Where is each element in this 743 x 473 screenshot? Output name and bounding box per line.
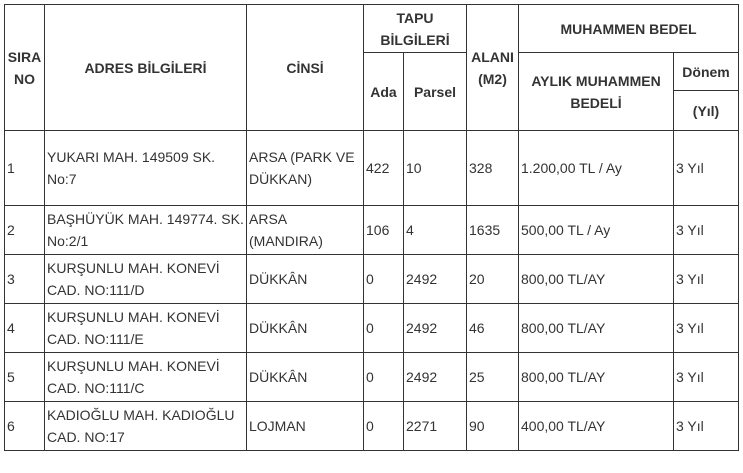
cell-cinsi: DÜKKÂN: [247, 353, 364, 402]
cell-ada: 106: [364, 206, 404, 255]
header-cinsi: CİNSİ: [247, 5, 364, 131]
cell-adres: YUKARI MAH. 149509 SK. No:7: [45, 131, 247, 206]
cell-donem: 3 Yıl: [674, 206, 739, 255]
header-adres: ADRES BİLGİLERİ: [45, 5, 247, 131]
header-alani: ALANI (M2): [467, 5, 519, 131]
table-row: [5, 131, 739, 206]
header-aylik-bedel: AYLIK MUHAMMEN BEDELİ: [519, 53, 674, 131]
table-row: [5, 206, 739, 255]
cell-bedel: 800,00 TL/AY: [519, 353, 674, 402]
cell-adres: BAŞHÜYÜK MAH. 149774. SK. No:2/1: [45, 206, 247, 255]
header-donem: Dönem: [674, 53, 739, 91]
cell-parsel: 2271: [404, 402, 467, 451]
table-row: [5, 255, 739, 304]
cell-no: 3: [5, 255, 45, 304]
header-tapu: TAPU BİLGİLERİ: [364, 5, 467, 53]
cell-bedel: 1.200,00 TL / Ay: [519, 131, 674, 206]
cell-donem: 3 Yıl: [674, 353, 739, 402]
cell-cinsi: DÜKKÂN: [247, 255, 364, 304]
cell-donem: 3 Yıl: [674, 304, 739, 353]
property-table: [4, 4, 739, 451]
cell-parsel: 10: [404, 131, 467, 206]
cell-cinsi: LOJMAN: [247, 402, 364, 451]
cell-ada: 0: [364, 255, 404, 304]
header-muhammen-bedel: MUHAMMEN BEDEL: [519, 5, 739, 53]
cell-donem: 3 Yıl: [674, 255, 739, 304]
cell-adres: KURŞUNLU MAH. KONEVİ CAD. NO:111/E: [45, 304, 247, 353]
cell-adres: KURŞUNLU MAH. KONEVİ CAD. NO:111/D: [45, 255, 247, 304]
cell-alani: 90: [467, 402, 519, 451]
cell-bedel: 800,00 TL/AY: [519, 255, 674, 304]
cell-adres: KADIOĞLU MAH. KADIOĞLU CAD. NO:17: [45, 402, 247, 451]
cell-parsel: 2492: [404, 304, 467, 353]
header-ada: Ada: [364, 53, 404, 131]
cell-alani: 20: [467, 255, 519, 304]
header-yil: (Yıl): [674, 91, 739, 131]
cell-cinsi: DÜKKÂN: [247, 304, 364, 353]
header-parsel: Parsel: [404, 53, 467, 131]
cell-parsel: 4: [404, 206, 467, 255]
cell-bedel: 500,00 TL / Ay: [519, 206, 674, 255]
cell-cinsi: ARSA (MANDIRA): [247, 206, 364, 255]
cell-alani: 328: [467, 131, 519, 206]
cell-adres: KURŞUNLU MAH. KONEVİ CAD. NO:111/C: [45, 353, 247, 402]
cell-bedel: 400,00 TL/AY: [519, 402, 674, 451]
cell-parsel: 2492: [404, 353, 467, 402]
cell-donem: 3 Yıl: [674, 402, 739, 451]
cell-no: 6: [5, 402, 45, 451]
table-row: [5, 353, 739, 402]
cell-alani: 46: [467, 304, 519, 353]
cell-cinsi: ARSA (PARK VE DÜKKAN): [247, 131, 364, 206]
cell-parsel: 2492: [404, 255, 467, 304]
cell-ada: 0: [364, 353, 404, 402]
cell-donem: 3 Yıl: [674, 131, 739, 206]
cell-no: 1: [5, 131, 45, 206]
cell-alani: 25: [467, 353, 519, 402]
header-sira-no: SIRA NO: [5, 5, 45, 131]
table-row: [5, 304, 739, 353]
cell-alani: 1635: [467, 206, 519, 255]
cell-no: 4: [5, 304, 45, 353]
cell-ada: 0: [364, 304, 404, 353]
cell-bedel: 800,00 TL/AY: [519, 304, 674, 353]
cell-no: 2: [5, 206, 45, 255]
cell-ada: 0: [364, 402, 404, 451]
cell-ada: 422: [364, 131, 404, 206]
table-row: [5, 402, 739, 451]
cell-no: 5: [5, 353, 45, 402]
